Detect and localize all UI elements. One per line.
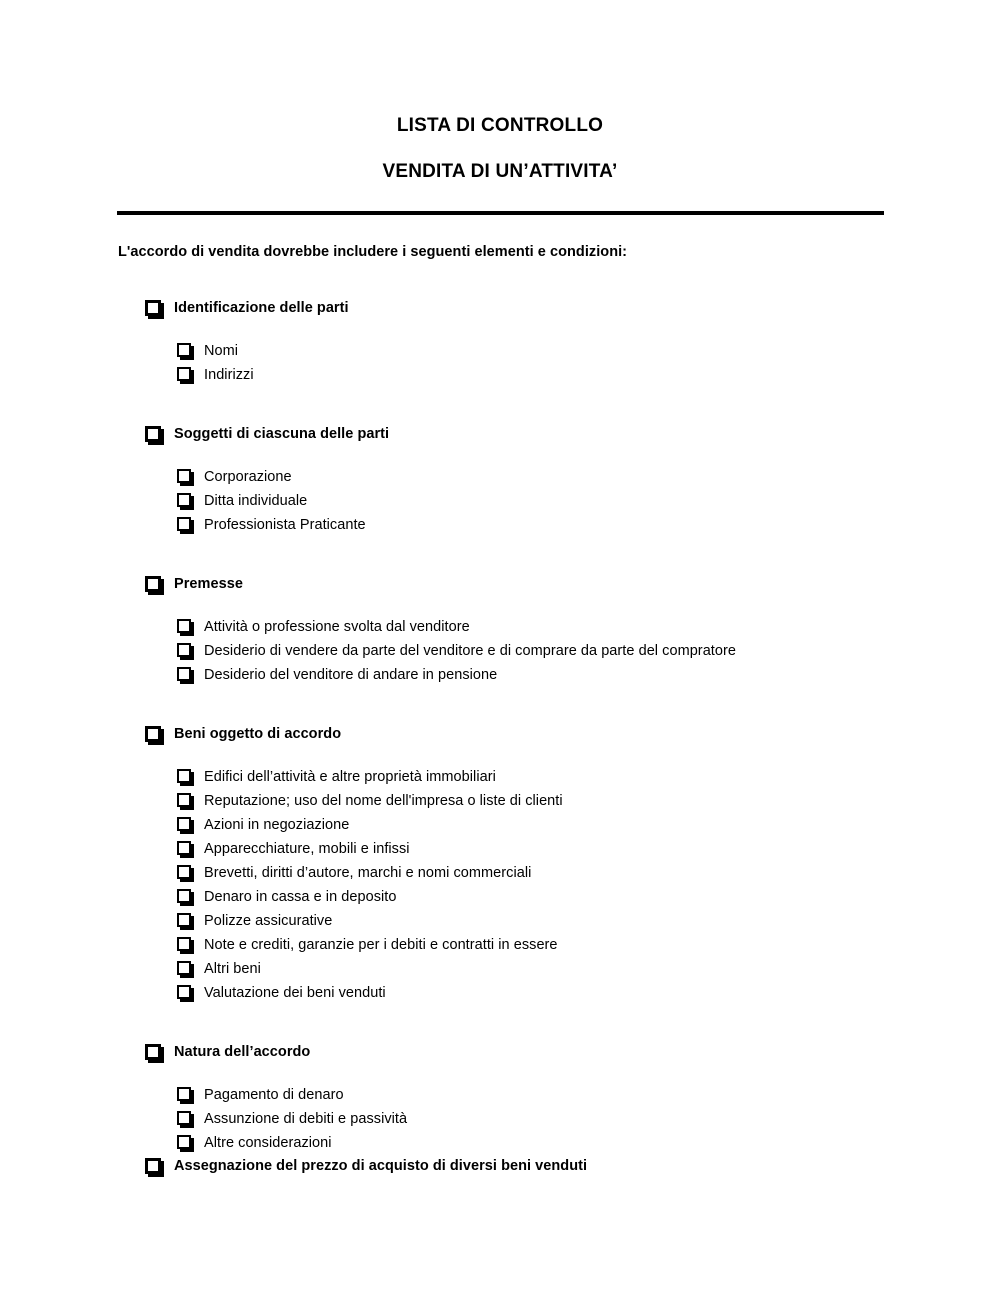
checkbox-icon[interactable] (177, 1087, 195, 1105)
checklist-item-row[interactable] (177, 1083, 917, 1107)
checklist-item-label: Polizze assicurative (204, 913, 333, 929)
checkbox-icon[interactable] (177, 769, 195, 787)
checklist-section (117, 573, 917, 687)
checklist-item-label: Apparecchiature, mobili e infissi (204, 841, 410, 857)
checkbox-icon[interactable] (177, 841, 195, 859)
checklist-item-row[interactable] (177, 639, 917, 663)
checkbox-icon[interactable] (177, 619, 195, 637)
checkbox-icon[interactable] (145, 576, 165, 596)
checkbox-icon[interactable] (177, 865, 195, 883)
checkbox-icon[interactable] (145, 300, 165, 320)
checklist-item-label: Corporazione (204, 469, 292, 485)
header-divider (117, 211, 884, 215)
checkbox-icon[interactable] (177, 937, 195, 955)
checklist-item-row[interactable] (177, 933, 917, 957)
checklist-item-label: Note e crediti, garanzie per i debiti e contratti in essere (204, 937, 558, 953)
checklist-subitem-list (117, 615, 917, 687)
checklist-item-label: Edifici dell’attività e altre proprietà immobiliari (204, 769, 496, 785)
checklist-item-row[interactable] (177, 885, 917, 909)
checklist-item-label: Assunzione di debiti e passività (204, 1111, 408, 1127)
checkbox-icon[interactable] (177, 517, 195, 535)
checklist-item-label: Denaro in cassa e in deposito (204, 889, 397, 905)
checklist-subitem-list (117, 1083, 917, 1155)
checklist-content (117, 243, 917, 1177)
checklist-section (117, 423, 917, 537)
checkbox-icon[interactable] (177, 493, 195, 511)
checklist-section (117, 1041, 917, 1155)
checklist-heading-row[interactable] (145, 723, 917, 745)
checklist-item-label: Brevetti, diritti d’autore, marchi e nomi commerciali (204, 865, 532, 881)
checklist-subitem-list (117, 339, 917, 387)
checklist-item-row[interactable] (177, 465, 917, 489)
checklist-section (117, 1155, 917, 1177)
checklist-item-row[interactable] (177, 789, 917, 813)
checkbox-icon[interactable] (177, 793, 195, 811)
checkbox-icon[interactable] (177, 469, 195, 487)
checklist-sections (117, 297, 917, 1177)
checklist-item-row[interactable] (177, 489, 917, 513)
checkbox-icon[interactable] (177, 367, 195, 385)
checklist-item-label: Desiderio del venditore di andare in pensione (204, 667, 498, 683)
checkbox-icon[interactable] (177, 961, 195, 979)
checklist-heading-row[interactable] (145, 423, 917, 445)
intro-paragraph: L'accordo di vendita dovrebbe includere i seguenti elementi e condizioni: (118, 244, 628, 260)
checklist-heading-row[interactable] (145, 1041, 917, 1063)
checklist-section (117, 723, 917, 1005)
checklist-heading-label: Natura dell’accordo (174, 1044, 311, 1060)
checkbox-icon[interactable] (177, 643, 195, 661)
checkbox-icon[interactable] (177, 1111, 195, 1129)
checklist-item-label: Reputazione; uso del nome dell'impresa o liste di clienti (204, 793, 563, 809)
checkbox-icon[interactable] (177, 985, 195, 1003)
checkbox-icon[interactable] (177, 667, 195, 685)
checklist-item-label: Professionista Praticante (204, 517, 366, 533)
checklist-heading-label: Identificazione delle parti (174, 300, 349, 316)
checklist-item-label: Nomi (204, 343, 239, 359)
checklist-subitem-list (117, 465, 917, 537)
checkbox-icon[interactable] (177, 913, 195, 931)
checkbox-icon[interactable] (145, 1158, 165, 1178)
checklist-section (117, 297, 917, 387)
checklist-item-label: Azioni in negoziazione (204, 817, 350, 833)
checklist-item-row[interactable] (177, 363, 917, 387)
checklist-heading-label: Premesse (174, 576, 243, 592)
checklist-item-row[interactable] (177, 339, 917, 363)
checklist-heading-row[interactable] (145, 573, 917, 595)
checklist-heading-row[interactable] (145, 1155, 917, 1177)
checklist-item-label: Altri beni (204, 961, 261, 977)
checkbox-icon[interactable] (177, 343, 195, 361)
document-title-primary: LISTA DI CONTROLLO (396, 115, 604, 136)
checkbox-icon[interactable] (177, 889, 195, 907)
checklist-item-label: Pagamento di denaro (204, 1087, 344, 1103)
document-title-secondary: VENDITA DI UN’ATTIVITA’ (382, 161, 618, 182)
checklist-item-label: Ditta individuale (204, 493, 308, 509)
checklist-item-label: Valutazione dei beni venduti (204, 985, 386, 1001)
checklist-item-row[interactable] (177, 1131, 917, 1155)
checklist-heading-label: Assegnazione del prezzo di acquisto di diversi beni venduti (174, 1158, 588, 1174)
checkbox-icon[interactable] (177, 817, 195, 835)
checkbox-icon[interactable] (177, 1135, 195, 1153)
checklist-item-row[interactable] (177, 813, 917, 837)
checklist-item-row[interactable] (177, 837, 917, 861)
checklist-item-label: Altre considerazioni (204, 1135, 332, 1151)
checklist-item-label: Indirizzi (204, 367, 254, 383)
checklist-heading-label: Beni oggetto di accordo (174, 726, 342, 742)
checklist-item-row[interactable] (177, 663, 917, 687)
checklist-heading-row[interactable] (145, 297, 917, 319)
checklist-item-label: Desiderio di vendere da parte del venditore e di comprare da parte del compratore (204, 643, 736, 659)
checkbox-icon[interactable] (145, 726, 165, 746)
checklist-item-label: Attività o professione svolta dal venditore (204, 619, 470, 635)
checklist-item-row[interactable] (177, 957, 917, 981)
checklist-item-row[interactable] (177, 861, 917, 885)
checklist-heading-label: Soggetti di ciascuna delle parti (174, 426, 390, 442)
checklist-item-row[interactable] (177, 1107, 917, 1131)
checklist-subitem-list (117, 765, 917, 1005)
checklist-item-row[interactable] (177, 765, 917, 789)
checklist-item-row[interactable] (177, 513, 917, 537)
checklist-item-row[interactable] (177, 909, 917, 933)
checkbox-icon[interactable] (145, 1044, 165, 1064)
checkbox-icon[interactable] (145, 426, 165, 446)
checklist-item-row[interactable] (177, 981, 917, 1005)
checklist-item-row[interactable] (177, 615, 917, 639)
